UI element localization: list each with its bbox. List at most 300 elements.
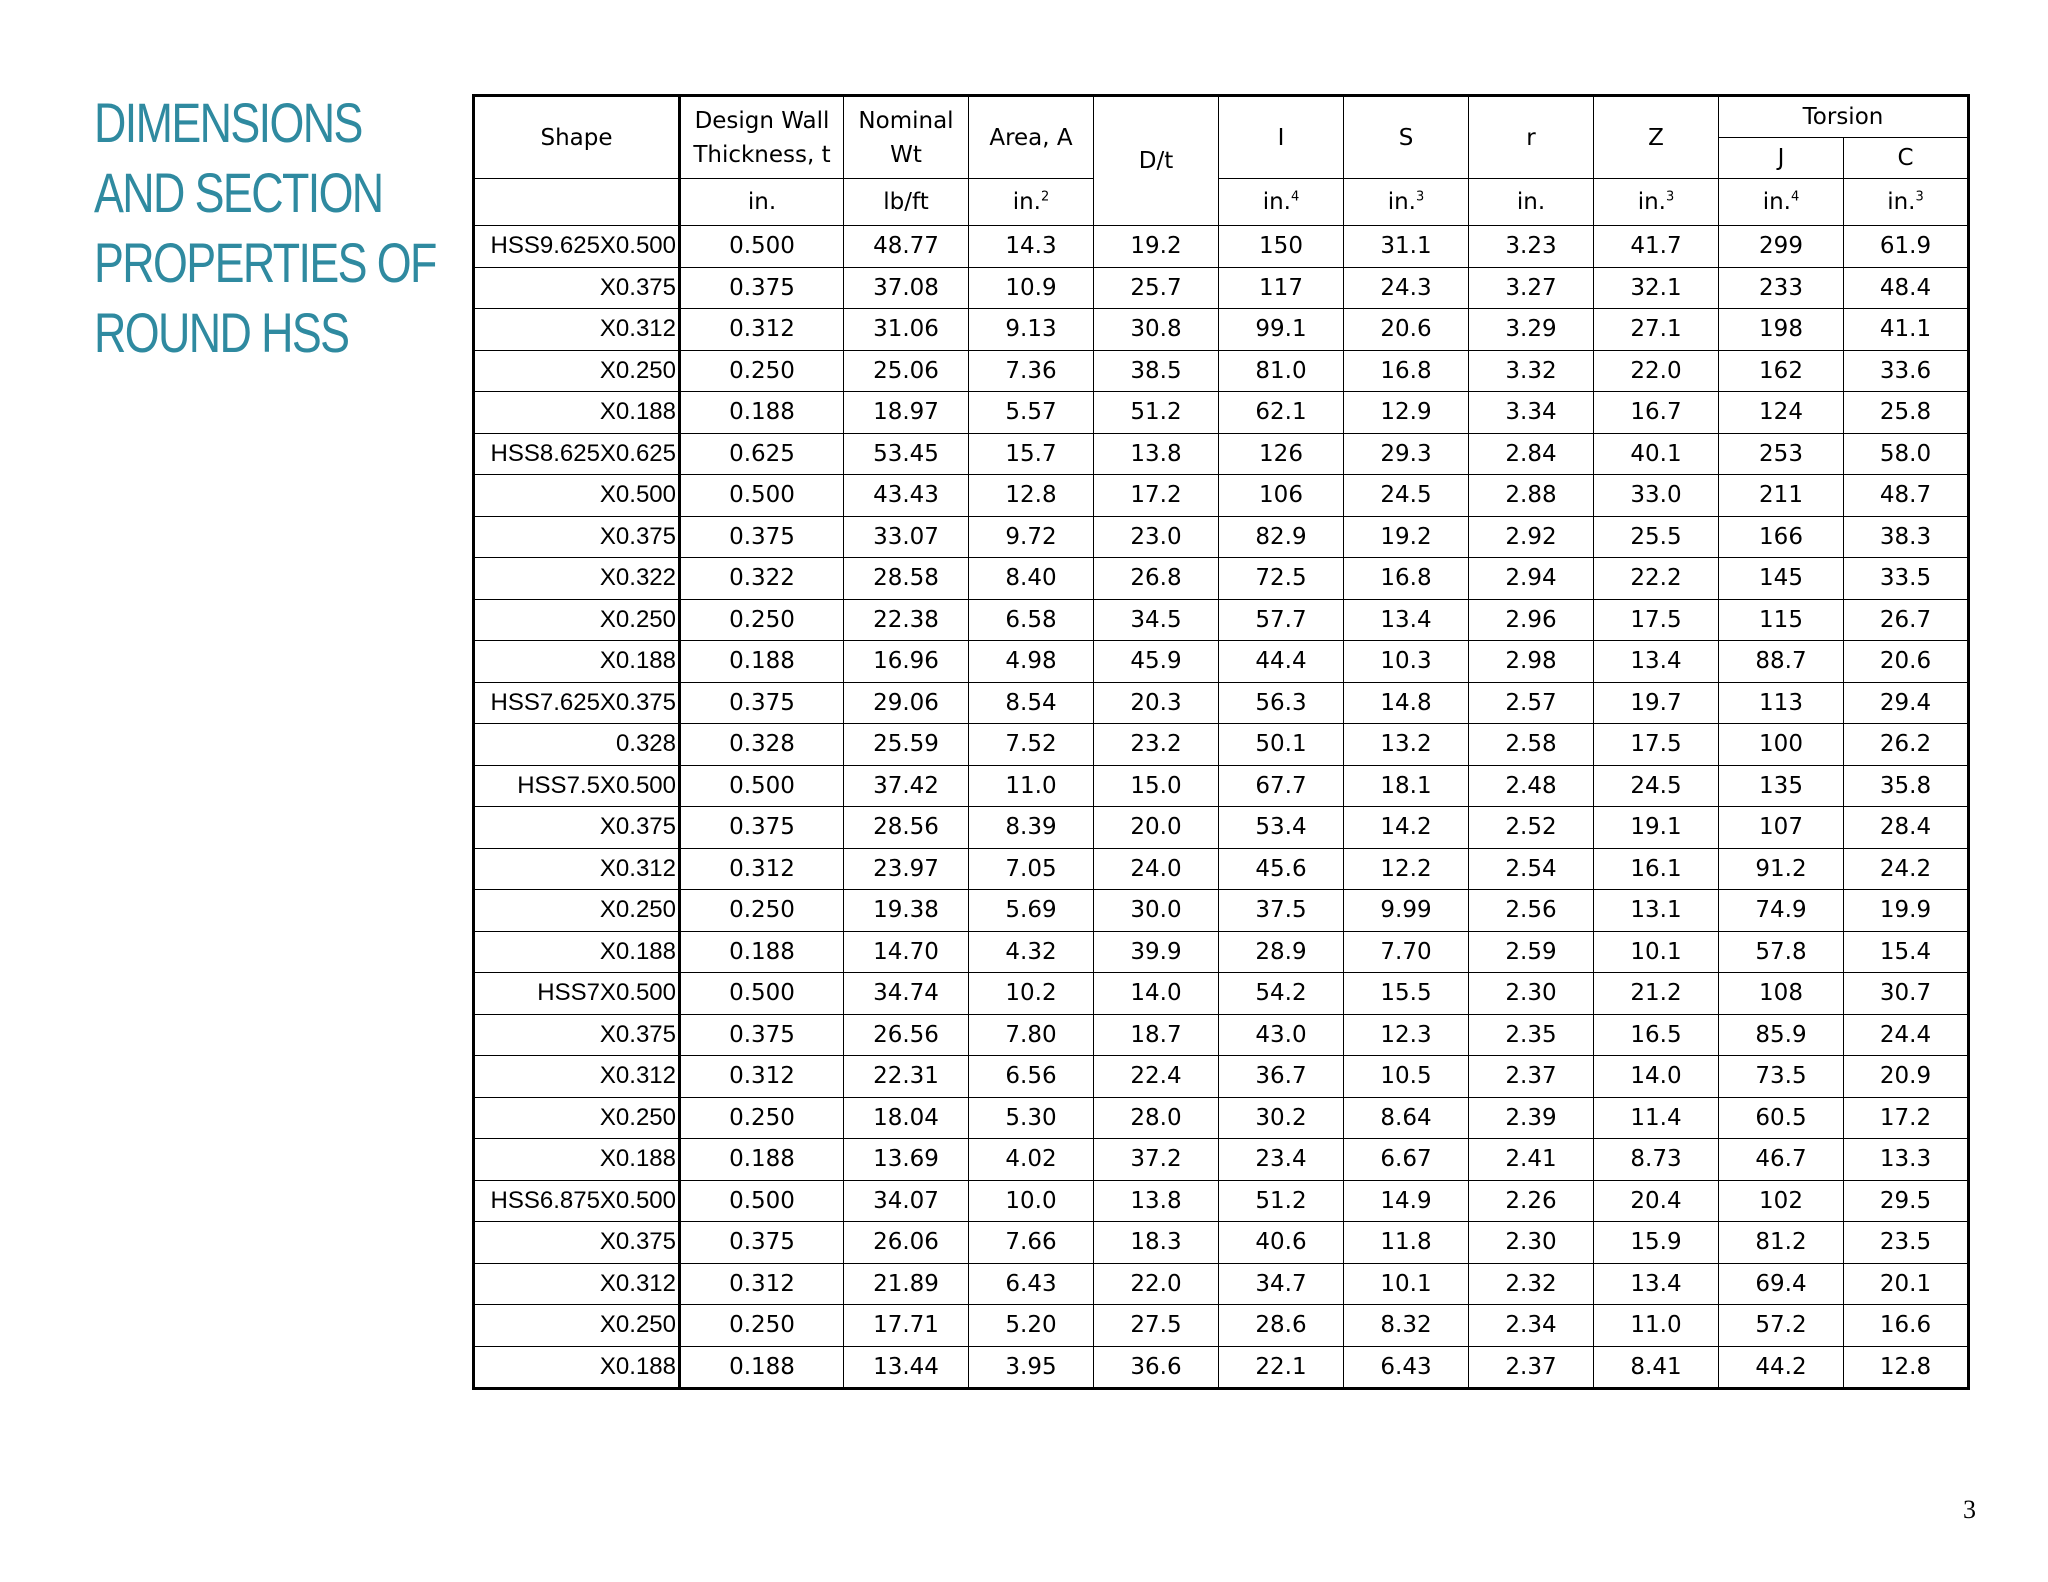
cell-shape: X0.500 xyxy=(474,475,680,517)
cell-c: 35.8 xyxy=(1844,765,1969,807)
cell-d-over-t: 39.9 xyxy=(1094,931,1219,973)
cell-shape: HSS7X0.500 xyxy=(474,973,680,1015)
cell-r: 2.52 xyxy=(1469,807,1594,849)
table-row xyxy=(474,973,1969,1015)
cell-t: 0.375 xyxy=(680,516,844,558)
cell-j: 253 xyxy=(1719,433,1844,475)
cell-z: 15.9 xyxy=(1594,1222,1719,1264)
cell-d-over-t: 37.2 xyxy=(1094,1139,1219,1181)
cell-r: 3.29 xyxy=(1469,309,1594,351)
cell-d-over-t: 25.7 xyxy=(1094,267,1219,309)
cell-area: 6.58 xyxy=(969,599,1094,641)
cell-r: 2.94 xyxy=(1469,558,1594,600)
cell-t: 0.188 xyxy=(680,1346,844,1389)
cell-area: 7.05 xyxy=(969,848,1094,890)
cell-z: 22.0 xyxy=(1594,350,1719,392)
cell-z: 13.4 xyxy=(1594,1263,1719,1305)
cell-z: 17.5 xyxy=(1594,599,1719,641)
cell-j: 57.2 xyxy=(1719,1305,1844,1347)
cell-c: 16.6 xyxy=(1844,1305,1969,1347)
unit-base: in. xyxy=(1262,189,1291,215)
page-number: 3 xyxy=(1963,1495,1976,1524)
cell-wt: 26.56 xyxy=(844,1014,969,1056)
cell-i: 57.7 xyxy=(1219,599,1344,641)
cell-t: 0.500 xyxy=(680,1180,844,1222)
cell-s: 16.8 xyxy=(1344,558,1469,600)
cell-t: 0.322 xyxy=(680,558,844,600)
cell-c: 20.6 xyxy=(1844,641,1969,683)
cell-z: 14.0 xyxy=(1594,1056,1719,1098)
cell-r: 2.32 xyxy=(1469,1263,1594,1305)
table-row xyxy=(474,226,1969,268)
header-r: r xyxy=(1469,96,1594,179)
cell-shape: X0.312 xyxy=(474,309,680,351)
unit-base: in. xyxy=(1887,189,1916,215)
cell-i: 72.5 xyxy=(1219,558,1344,600)
cell-i: 34.7 xyxy=(1219,1263,1344,1305)
cell-t: 0.375 xyxy=(680,1222,844,1264)
cell-c: 41.1 xyxy=(1844,309,1969,351)
cell-shape: X0.312 xyxy=(474,1056,680,1098)
table-row xyxy=(474,641,1969,683)
table-row xyxy=(474,1263,1969,1305)
table-row xyxy=(474,765,1969,807)
unit-exponent: 3 xyxy=(1666,189,1675,205)
cell-shape: X0.250 xyxy=(474,1305,680,1347)
cell-j: 124 xyxy=(1719,392,1844,434)
cell-area: 5.69 xyxy=(969,890,1094,932)
cell-i: 117 xyxy=(1219,267,1344,309)
cell-area: 8.40 xyxy=(969,558,1094,600)
cell-z: 25.5 xyxy=(1594,516,1719,558)
cell-wt: 28.58 xyxy=(844,558,969,600)
cell-r: 2.30 xyxy=(1469,973,1594,1015)
cell-area: 5.57 xyxy=(969,392,1094,434)
cell-t: 0.328 xyxy=(680,724,844,766)
cell-c: 33.6 xyxy=(1844,350,1969,392)
cell-j: 81.2 xyxy=(1719,1222,1844,1264)
cell-wt: 25.06 xyxy=(844,350,969,392)
cell-wt: 34.74 xyxy=(844,973,969,1015)
cell-t: 0.500 xyxy=(680,475,844,517)
cell-s: 10.3 xyxy=(1344,641,1469,683)
cell-i: 62.1 xyxy=(1219,392,1344,434)
cell-z: 22.2 xyxy=(1594,558,1719,600)
cell-t: 0.375 xyxy=(680,682,844,724)
cell-t: 0.312 xyxy=(680,1263,844,1305)
table-row xyxy=(474,433,1969,475)
cell-area: 9.13 xyxy=(969,309,1094,351)
cell-t: 0.375 xyxy=(680,1014,844,1056)
cell-s: 11.8 xyxy=(1344,1222,1469,1264)
cell-s: 6.67 xyxy=(1344,1139,1469,1181)
cell-t: 0.188 xyxy=(680,931,844,973)
cell-z: 17.5 xyxy=(1594,724,1719,766)
cell-wt: 13.44 xyxy=(844,1346,969,1389)
cell-wt: 23.97 xyxy=(844,848,969,890)
cell-shape: X0.375 xyxy=(474,1222,680,1264)
cell-z: 10.1 xyxy=(1594,931,1719,973)
table-row xyxy=(474,890,1969,932)
unit-exponent: 4 xyxy=(1291,189,1300,205)
table-row xyxy=(474,848,1969,890)
cell-d-over-t: 18.7 xyxy=(1094,1014,1219,1056)
cell-r: 2.41 xyxy=(1469,1139,1594,1181)
table-row xyxy=(474,558,1969,600)
cell-j: 100 xyxy=(1719,724,1844,766)
cell-r: 2.26 xyxy=(1469,1180,1594,1222)
table-row xyxy=(474,1305,1969,1347)
unit-exponent: 3 xyxy=(1416,189,1425,205)
table-row xyxy=(474,931,1969,973)
cell-wt: 29.06 xyxy=(844,682,969,724)
cell-area: 5.30 xyxy=(969,1097,1094,1139)
cell-z: 32.1 xyxy=(1594,267,1719,309)
cell-area: 7.66 xyxy=(969,1222,1094,1264)
cell-area: 11.0 xyxy=(969,765,1094,807)
cell-shape: X0.188 xyxy=(474,641,680,683)
cell-s: 7.70 xyxy=(1344,931,1469,973)
cell-area: 4.98 xyxy=(969,641,1094,683)
cell-wt: 14.70 xyxy=(844,931,969,973)
cell-area: 8.39 xyxy=(969,807,1094,849)
cell-c: 23.5 xyxy=(1844,1222,1969,1264)
cell-i: 99.1 xyxy=(1219,309,1344,351)
cell-j: 85.9 xyxy=(1719,1014,1844,1056)
cell-c: 15.4 xyxy=(1844,931,1969,973)
cell-d-over-t: 20.3 xyxy=(1094,682,1219,724)
cell-i: 23.4 xyxy=(1219,1139,1344,1181)
cell-j: 91.2 xyxy=(1719,848,1844,890)
table-row xyxy=(474,807,1969,849)
cell-j: 145 xyxy=(1719,558,1844,600)
cell-wt: 37.42 xyxy=(844,765,969,807)
page-title-line: DIMENSIONS xyxy=(94,91,362,154)
cell-d-over-t: 13.8 xyxy=(1094,433,1219,475)
cell-r: 2.37 xyxy=(1469,1346,1594,1389)
cell-j: 198 xyxy=(1719,309,1844,351)
cell-t: 0.250 xyxy=(680,890,844,932)
cell-area: 5.20 xyxy=(969,1305,1094,1347)
cell-i: 54.2 xyxy=(1219,973,1344,1015)
cell-shape: X0.250 xyxy=(474,350,680,392)
cell-c: 29.5 xyxy=(1844,1180,1969,1222)
cell-c: 30.7 xyxy=(1844,973,1969,1015)
cell-s: 14.8 xyxy=(1344,682,1469,724)
cell-j: 211 xyxy=(1719,475,1844,517)
cell-shape: X0.312 xyxy=(474,1263,680,1305)
cell-r: 2.59 xyxy=(1469,931,1594,973)
cell-j: 107 xyxy=(1719,807,1844,849)
cell-i: 22.1 xyxy=(1219,1346,1344,1389)
cell-j: 88.7 xyxy=(1719,641,1844,683)
cell-t: 0.312 xyxy=(680,848,844,890)
cell-t: 0.500 xyxy=(680,765,844,807)
cell-d-over-t: 23.0 xyxy=(1094,516,1219,558)
cell-area: 15.7 xyxy=(969,433,1094,475)
cell-r: 2.98 xyxy=(1469,641,1594,683)
cell-z: 16.1 xyxy=(1594,848,1719,890)
cell-i: 51.2 xyxy=(1219,1180,1344,1222)
cell-r: 2.96 xyxy=(1469,599,1594,641)
cell-c: 38.3 xyxy=(1844,516,1969,558)
cell-i: 36.7 xyxy=(1219,1056,1344,1098)
cell-j: 299 xyxy=(1719,226,1844,268)
cell-d-over-t: 30.8 xyxy=(1094,309,1219,351)
cell-shape: HSS6.875X0.500 xyxy=(474,1180,680,1222)
cell-s: 31.1 xyxy=(1344,226,1469,268)
cell-d-over-t: 38.5 xyxy=(1094,350,1219,392)
cell-s: 29.3 xyxy=(1344,433,1469,475)
cell-wt: 22.38 xyxy=(844,599,969,641)
cell-c: 26.2 xyxy=(1844,724,1969,766)
cell-j: 102 xyxy=(1719,1180,1844,1222)
cell-s: 12.2 xyxy=(1344,848,1469,890)
unit-base: in. xyxy=(1012,189,1041,215)
cell-area: 7.36 xyxy=(969,350,1094,392)
cell-shape: X0.250 xyxy=(474,890,680,932)
cell-d-over-t: 34.5 xyxy=(1094,599,1219,641)
cell-area: 9.72 xyxy=(969,516,1094,558)
cell-d-over-t: 22.0 xyxy=(1094,1263,1219,1305)
cell-c: 28.4 xyxy=(1844,807,1969,849)
table-row xyxy=(474,599,1969,641)
units-c xyxy=(1844,179,1969,226)
cell-c: 19.9 xyxy=(1844,890,1969,932)
cell-c: 58.0 xyxy=(1844,433,1969,475)
cell-r: 3.27 xyxy=(1469,267,1594,309)
units-area xyxy=(969,179,1094,226)
cell-shape: X0.375 xyxy=(474,1014,680,1056)
cell-z: 16.5 xyxy=(1594,1014,1719,1056)
cell-d-over-t: 27.5 xyxy=(1094,1305,1219,1347)
cell-wt: 43.43 xyxy=(844,475,969,517)
cell-d-over-t: 36.6 xyxy=(1094,1346,1219,1389)
cell-c: 24.2 xyxy=(1844,848,1969,890)
cell-shape: X0.188 xyxy=(474,1346,680,1389)
cell-c: 48.4 xyxy=(1844,267,1969,309)
cell-wt: 19.38 xyxy=(844,890,969,932)
cell-t: 0.375 xyxy=(680,807,844,849)
cell-area: 10.9 xyxy=(969,267,1094,309)
cell-t: 0.500 xyxy=(680,973,844,1015)
page-title-line: ROUND HSS xyxy=(94,301,349,364)
cell-shape: HSS8.625X0.625 xyxy=(474,433,680,475)
header-z: Z xyxy=(1594,96,1719,179)
header-s: S xyxy=(1344,96,1469,179)
table-row xyxy=(474,724,1969,766)
units-j xyxy=(1719,179,1844,226)
cell-i: 44.4 xyxy=(1219,641,1344,683)
cell-shape: HSS7.5X0.500 xyxy=(474,765,680,807)
header-c: C xyxy=(1844,138,1969,179)
cell-j: 108 xyxy=(1719,973,1844,1015)
table-row xyxy=(474,516,1969,558)
cell-s: 8.64 xyxy=(1344,1097,1469,1139)
cell-i: 106 xyxy=(1219,475,1344,517)
cell-c: 29.4 xyxy=(1844,682,1969,724)
cell-r: 2.37 xyxy=(1469,1056,1594,1098)
cell-t: 0.312 xyxy=(680,1056,844,1098)
cell-i: 56.3 xyxy=(1219,682,1344,724)
cell-t: 0.625 xyxy=(680,433,844,475)
cell-wt: 48.77 xyxy=(844,226,969,268)
cell-j: 233 xyxy=(1719,267,1844,309)
cell-j: 69.4 xyxy=(1719,1263,1844,1305)
cell-z: 8.41 xyxy=(1594,1346,1719,1389)
table-row xyxy=(474,350,1969,392)
cell-i: 81.0 xyxy=(1219,350,1344,392)
cell-s: 14.9 xyxy=(1344,1180,1469,1222)
cell-j: 74.9 xyxy=(1719,890,1844,932)
cell-j: 115 xyxy=(1719,599,1844,641)
cell-t: 0.188 xyxy=(680,1139,844,1181)
cell-d-over-t: 23.2 xyxy=(1094,724,1219,766)
unit-exponent: 3 xyxy=(1915,189,1924,205)
cell-s: 6.43 xyxy=(1344,1346,1469,1389)
cell-j: 113 xyxy=(1719,682,1844,724)
cell-z: 21.2 xyxy=(1594,973,1719,1015)
cell-shape: X0.322 xyxy=(474,558,680,600)
header-d-over-t: D/t xyxy=(1094,96,1219,226)
cell-i: 28.6 xyxy=(1219,1305,1344,1347)
table-row xyxy=(474,1056,1969,1098)
table-row xyxy=(474,1346,1969,1389)
table-row xyxy=(474,475,1969,517)
cell-area: 12.8 xyxy=(969,475,1094,517)
cell-j: 135 xyxy=(1719,765,1844,807)
cell-s: 13.4 xyxy=(1344,599,1469,641)
cell-d-over-t: 51.2 xyxy=(1094,392,1219,434)
cell-c: 48.7 xyxy=(1844,475,1969,517)
cell-shape: HSS9.625X0.500 xyxy=(474,226,680,268)
cell-wt: 21.89 xyxy=(844,1263,969,1305)
cell-t: 0.188 xyxy=(680,641,844,683)
cell-i: 126 xyxy=(1219,433,1344,475)
units-shape xyxy=(474,179,680,226)
cell-s: 15.5 xyxy=(1344,973,1469,1015)
table-row xyxy=(474,1097,1969,1139)
table-row xyxy=(474,309,1969,351)
cell-t: 0.250 xyxy=(680,1305,844,1347)
cell-shape: X0.375 xyxy=(474,807,680,849)
cell-i: 150 xyxy=(1219,226,1344,268)
cell-shape: 0.328 xyxy=(474,724,680,766)
cell-s: 24.5 xyxy=(1344,475,1469,517)
cell-area: 4.32 xyxy=(969,931,1094,973)
cell-c: 24.4 xyxy=(1844,1014,1969,1056)
cell-shape: X0.250 xyxy=(474,599,680,641)
section-properties-table xyxy=(472,94,1970,1390)
cell-s: 14.2 xyxy=(1344,807,1469,849)
cell-i: 67.7 xyxy=(1219,765,1344,807)
cell-shape: X0.188 xyxy=(474,1139,680,1181)
cell-r: 2.58 xyxy=(1469,724,1594,766)
cell-s: 9.99 xyxy=(1344,890,1469,932)
table-row xyxy=(474,392,1969,434)
page-title xyxy=(94,88,436,368)
cell-s: 10.1 xyxy=(1344,1263,1469,1305)
cell-t: 0.312 xyxy=(680,309,844,351)
header-torsion: Torsion xyxy=(1719,96,1969,138)
cell-s: 8.32 xyxy=(1344,1305,1469,1347)
cell-c: 20.9 xyxy=(1844,1056,1969,1098)
cell-t: 0.500 xyxy=(680,226,844,268)
cell-i: 43.0 xyxy=(1219,1014,1344,1056)
cell-z: 24.5 xyxy=(1594,765,1719,807)
cell-wt: 18.97 xyxy=(844,392,969,434)
cell-i: 40.6 xyxy=(1219,1222,1344,1264)
cell-t: 0.250 xyxy=(680,350,844,392)
cell-j: 46.7 xyxy=(1719,1139,1844,1181)
cell-shape: X0.312 xyxy=(474,848,680,890)
cell-d-over-t: 18.3 xyxy=(1094,1222,1219,1264)
cell-wt: 37.08 xyxy=(844,267,969,309)
cell-wt: 17.71 xyxy=(844,1305,969,1347)
cell-shape: X0.375 xyxy=(474,267,680,309)
cell-j: 57.8 xyxy=(1719,931,1844,973)
table-row xyxy=(474,267,1969,309)
cell-r: 2.48 xyxy=(1469,765,1594,807)
cell-r: 2.35 xyxy=(1469,1014,1594,1056)
cell-s: 10.5 xyxy=(1344,1056,1469,1098)
cell-d-over-t: 22.4 xyxy=(1094,1056,1219,1098)
units-wt: lb/ft xyxy=(844,179,969,226)
cell-wt: 53.45 xyxy=(844,433,969,475)
cell-d-over-t: 26.8 xyxy=(1094,558,1219,600)
cell-z: 11.4 xyxy=(1594,1097,1719,1139)
cell-z: 13.4 xyxy=(1594,641,1719,683)
cell-c: 12.8 xyxy=(1844,1346,1969,1389)
cell-r: 3.23 xyxy=(1469,226,1594,268)
cell-r: 2.84 xyxy=(1469,433,1594,475)
cell-z: 19.1 xyxy=(1594,807,1719,849)
cell-s: 20.6 xyxy=(1344,309,1469,351)
cell-r: 3.34 xyxy=(1469,392,1594,434)
table-row xyxy=(474,682,1969,724)
cell-z: 16.7 xyxy=(1594,392,1719,434)
cell-t: 0.188 xyxy=(680,392,844,434)
table-body xyxy=(474,226,1969,1389)
cell-d-over-t: 20.0 xyxy=(1094,807,1219,849)
cell-i: 82.9 xyxy=(1219,516,1344,558)
cell-i: 37.5 xyxy=(1219,890,1344,932)
cell-r: 2.39 xyxy=(1469,1097,1594,1139)
cell-i: 30.2 xyxy=(1219,1097,1344,1139)
header-design-wall-thickness: Design Wall Thickness, t xyxy=(680,96,844,179)
cell-d-over-t: 24.0 xyxy=(1094,848,1219,890)
unit-base: in. xyxy=(1387,189,1416,215)
cell-i: 45.6 xyxy=(1219,848,1344,890)
cell-d-over-t: 28.0 xyxy=(1094,1097,1219,1139)
units-t: in. xyxy=(680,179,844,226)
cell-wt: 18.04 xyxy=(844,1097,969,1139)
cell-wt: 22.31 xyxy=(844,1056,969,1098)
cell-z: 20.4 xyxy=(1594,1180,1719,1222)
table-row xyxy=(474,1139,1969,1181)
cell-area: 7.52 xyxy=(969,724,1094,766)
cell-c: 17.2 xyxy=(1844,1097,1969,1139)
cell-area: 14.3 xyxy=(969,226,1094,268)
units-i xyxy=(1219,179,1344,226)
cell-shape: X0.188 xyxy=(474,392,680,434)
cell-z: 27.1 xyxy=(1594,309,1719,351)
cell-d-over-t: 13.8 xyxy=(1094,1180,1219,1222)
units-s xyxy=(1344,179,1469,226)
cell-r: 2.57 xyxy=(1469,682,1594,724)
cell-z: 11.0 xyxy=(1594,1305,1719,1347)
cell-d-over-t: 45.9 xyxy=(1094,641,1219,683)
